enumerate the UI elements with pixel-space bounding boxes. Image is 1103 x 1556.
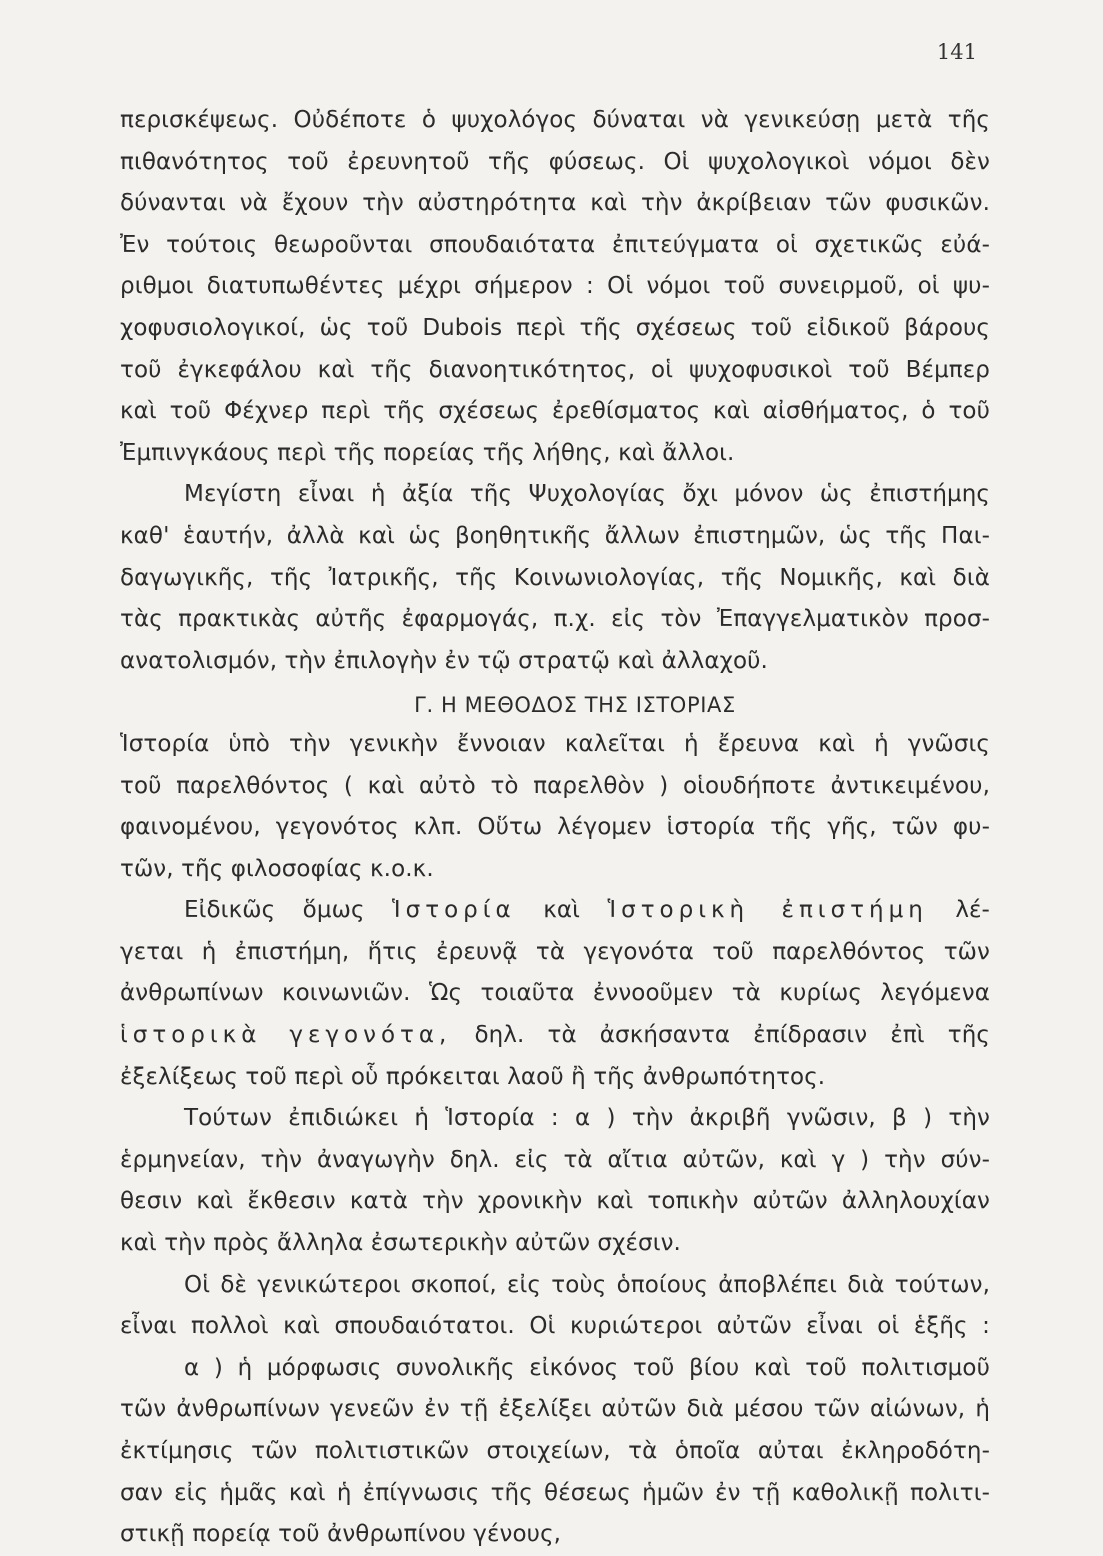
paragraph-3 (120, 724, 990, 890)
text-line: θεσιν καὶ ἔκθεσιν κατὰ τὴν χρονικὴν καὶ τοπικὴν αὐτῶν ἀλληλουχίαν (120, 1188, 990, 1215)
text-line: φαινομένου, γεγονότος κλπ. Οὕτω λέγομεν ἱστορία τῆς γῆς, τῶν φυ- (120, 814, 990, 841)
text-line: ἀνθρωπίνων κοινωνιῶν. Ὡς τοιαῦτα ἐννοοῦμεν τὰ κυρίως λεγόμενα (120, 980, 990, 1007)
text-line: τῶν, τῆς φιλοσοφίας κ.ο.κ. (120, 855, 434, 882)
text-run: δηλ. τὰ ἀσκήσαντα ἐπίδρασιν ἐπὶ τῆς (474, 1022, 991, 1049)
text-line: ἐκτίμησις τῶν πολιτιστικῶν στοιχείων, τὰ ὁποῖα αὐται ἐκληροδότη- (120, 1438, 990, 1464)
text-line: τοῦ ἐγκεφάλου καὶ τῆς διανοητικότητος, οἱ ψυχοφυσικοὶ τοῦ Βέμπερ (120, 356, 990, 383)
text-run: λέ- (955, 897, 990, 924)
paragraph-1 (120, 100, 990, 474)
paragraph-4 (120, 890, 990, 1098)
text-line: καὶ τὴν πρὸς ἄλληλα ἐσωτερικὴν αὐτῶν σχέσιν. (120, 1230, 681, 1257)
text-run: Εἰδικῶς ὅμως (184, 897, 365, 924)
text-line: α ) ἡ μόρφωσις συνολικῆς εἰκόνος τοῦ βίου καὶ τοῦ πολιτισμοῦ (184, 1354, 990, 1381)
spaced-term: Ἱστορικὴ ἐπιστήμη (607, 897, 928, 924)
page-number: 141 (936, 40, 977, 64)
text-line: τὰς πρακτικὰς αὐτῆς ἐφαρμογάς, π.χ. εἰς τὸν Ἐπαγγελματικὸν προσ- (120, 606, 990, 633)
text-line: γεται ἡ ἐπιστήμη, ἥτις ἐρευνᾷ τὰ γεγονότα τοῦ παρελθόντος τῶν (120, 938, 990, 965)
text-line: ριθμοι διατυπωθέντες μέχρι σήμερον : Οἱ νόμοι τοῦ συνειρμοῦ, οἱ ψυ- (120, 273, 990, 300)
text-line: Τούτων ἐπιδιώκει ἡ Ἱστορία : α ) τὴν ἀκριβῆ γνῶσιν, β ) τὴν (184, 1105, 990, 1132)
text-line: σαν εἰς ἡμᾶς καὶ ἡ ἐπίγνωσις τῆς θέσεως ἡμῶν ἐν τῇ καθολικῇ πολιτι- (120, 1479, 990, 1506)
spaced-term: ἱστορικὰ γεγονότα, (120, 1022, 452, 1049)
text-line (120, 1015, 990, 1057)
text-line: δύνανται νὰ ἔχουν τὴν αὐστηρότητα καὶ τὴν ἀκρίβειαν τῶν φυσικῶν. (120, 190, 990, 217)
text-line: καὶ τοῦ Φέχνερ περὶ τῆς σχέσεως ἐρεθίσματος καὶ αἰσθήματος, ὁ τοῦ (120, 398, 990, 425)
text-line: εἶναι πολλοὶ καὶ σπουδαιότατοι. Οἱ κυριώτεροι αὐτῶν εἶναι οἱ ἑξῆς : (120, 1313, 990, 1340)
text-line: Οἱ δὲ γενικώτεροι σκοποί, εἰς τοὺς ὁποίους ἀποβλέπει διὰ τούτων, (184, 1271, 990, 1298)
text-line: ἑρμηνείαν, τὴν ἀναγωγὴν δηλ. εἰς τὰ αἴτια αὐτῶν, καὶ γ ) τὴν σύν- (120, 1146, 990, 1173)
text-line (120, 890, 990, 932)
text-line: ἐξελίξεως τοῦ περὶ οὗ πρόκειται λαοῦ ἢ τῆς ἀνθρωπότητος. (120, 1063, 826, 1090)
text-line: δαγωγικῆς, τῆς Ἰατρικῆς, τῆς Κοινωνιολογίας, τῆς Νομικῆς, καὶ διὰ (120, 564, 990, 591)
paragraph-5 (120, 1098, 990, 1264)
text-line: περισκέψεως. Οὐδέποτε ὁ ψυχολόγος δύναται νὰ γενικεύσῃ μετὰ τῆς (120, 107, 990, 133)
text-line: τῶν ἀνθρωπίνων γενεῶν ἐν τῇ ἐξελίξει αὐτῶν διὰ μέσου τῶν αἰώνων, ἡ (120, 1396, 990, 1423)
text-line: Ἐν τούτοις θεωροῦνται σπουδαιότατα ἐπιτεύγματα οἱ σχετικῶς εὐά- (120, 231, 990, 258)
text-line: ανατολισμόν, τὴν ἐπιλογὴν ἐν τῷ στρατῷ καὶ ἀλλαχοῦ. (120, 647, 768, 674)
text-line: Ἐμπινγκάους περὶ τῆς πορείας τῆς λήθης, καὶ ἄλλοι. (120, 439, 735, 466)
spaced-term: Ἱστορία (392, 897, 516, 924)
text-line: τοῦ παρελθόντος ( καὶ αὐτὸ τὸ παρελθὸν ) οἱουδήποτε ἀντικειμένου, (120, 772, 990, 799)
text-run: καὶ (543, 897, 581, 924)
page-body (120, 100, 990, 1556)
text-line: καθ' ἑαυτήν, ἀλλὰ καὶ ὡς βοηθητικῆς ἄλλων ἐπιστημῶν, ὡς τῆς Παι- (120, 522, 990, 549)
section-heading: Γ. Η ΜΕΘΟΔΟΣ ΤΗΣ ΙΣΤΟΡΙΑΣ (414, 693, 736, 718)
text-line: Μεγίστη εἶναι ἡ ἀξία τῆς Ψυχολογίας ὄχι μόνον ὡς ἐπιστήμης (184, 481, 990, 508)
text-line: πιθανότητος τοῦ ἐρευνητοῦ τῆς φύσεως. Οἱ ψυχολογικοὶ νόμοι δὲν (120, 148, 990, 175)
text-line: Ἱστορία ὑπὸ τὴν γενικὴν ἔννοιαν καλεῖται ἡ ἔρευνα καὶ ἡ γνῶσις (120, 730, 990, 757)
text-line: στικῇ πορείᾳ τοῦ ἀνθρωπίνου γένους, (120, 1521, 562, 1548)
paragraph-6 (120, 1265, 990, 1556)
text-line: χοφυσιολογικοί, ὡς τοῦ Dubois περὶ τῆς σχέσεως τοῦ εἰδικοῦ βάρους (120, 314, 990, 341)
paragraph-2 (120, 474, 990, 682)
